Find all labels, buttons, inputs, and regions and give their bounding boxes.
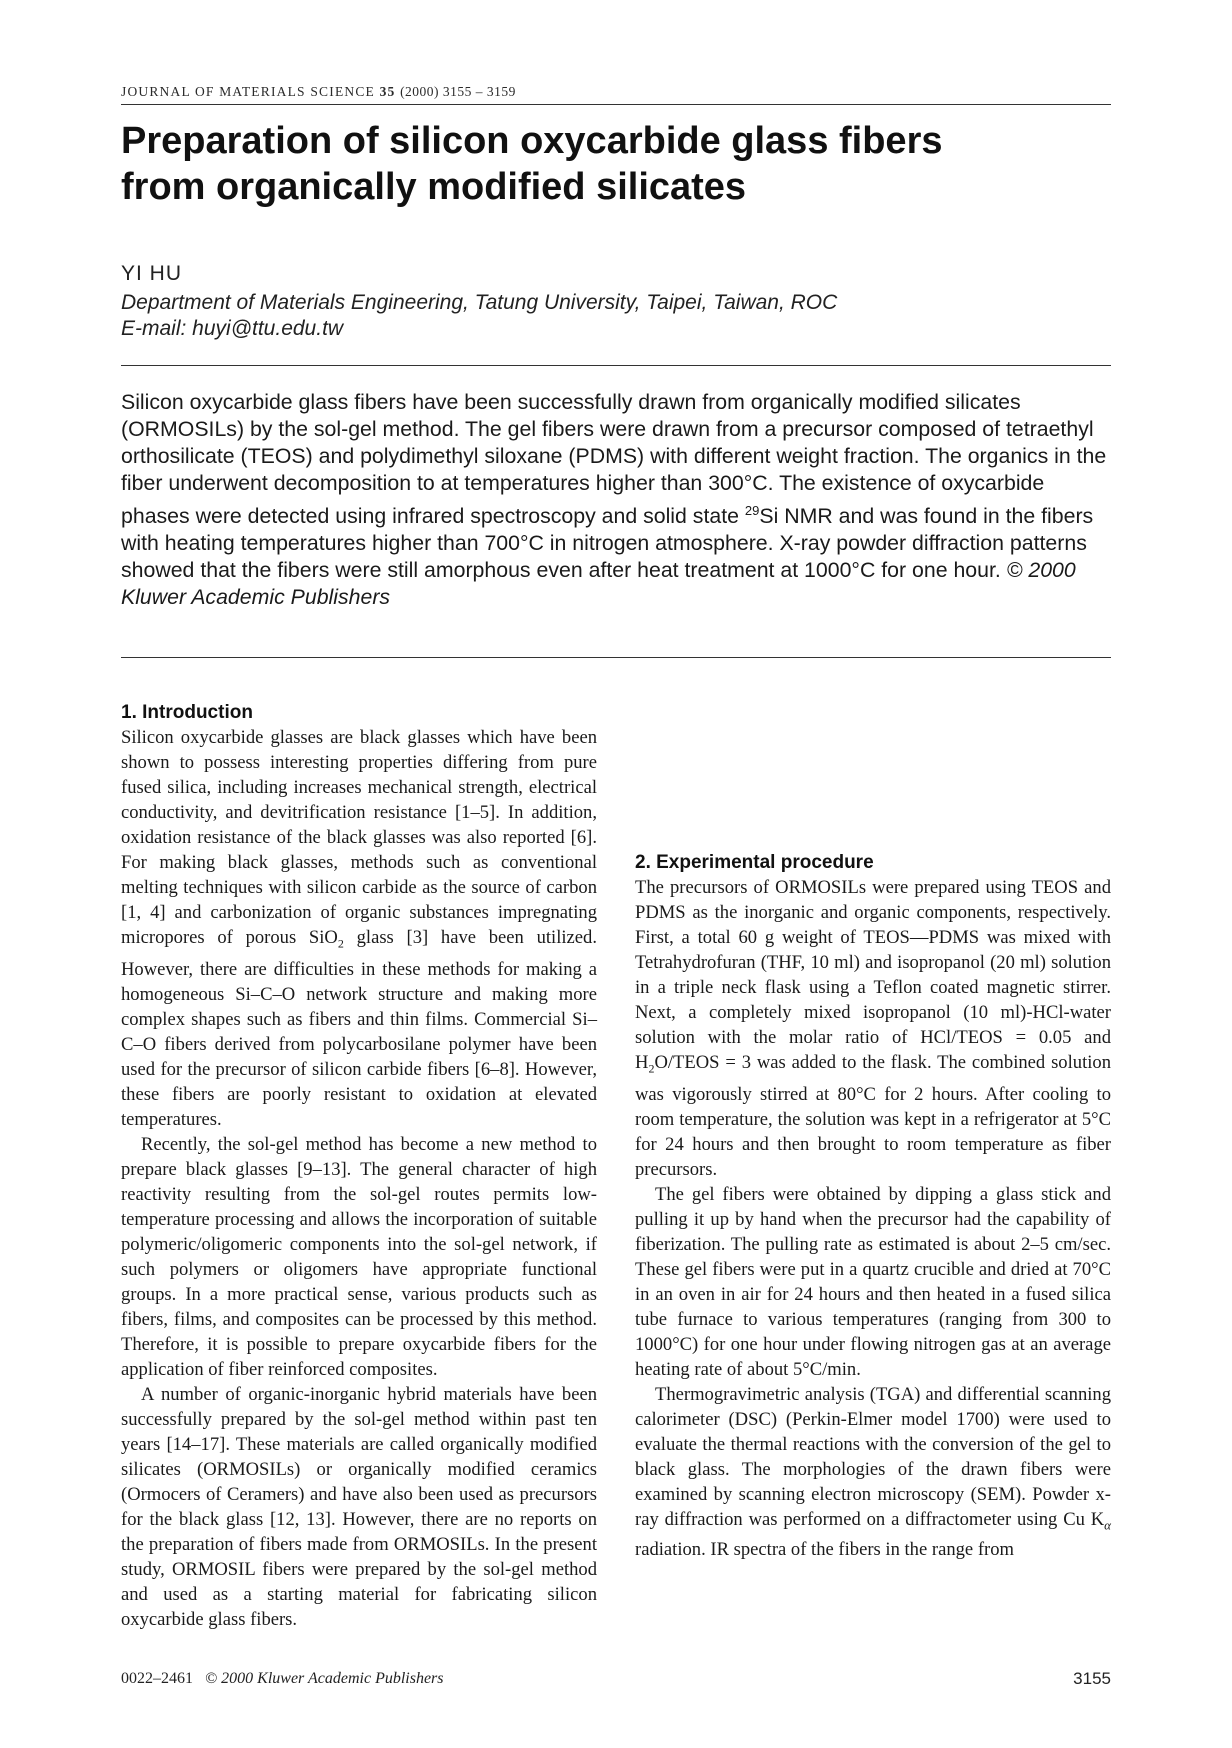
left-column	[121, 700, 597, 1632]
exp-paragraph-3	[635, 1382, 1111, 1563]
abstract-text-1: Silicon oxycarbide glass fibers have been successfully drawn from organically modified silicates (ORMOSILs) by the sol-gel method. The gel fibers were drawn from a precursor composed of tetraethyl orthosilicate (TEOS) and polydimethyl siloxane (PDMS) with different weight fraction. The organics in the fiber underwent decomposition to at temperatures higher than 300°C. The existence of oxycarbide phases were detected using infrared spectroscopy and solid state	[121, 390, 1107, 529]
intro-p1-text-b: glass [3] have been utilized. However, there are difficulties in these methods for making a homogeneous Si–C–O network structure and making more complex shapes such as fibers and thin films. Commercial Si–C–O fibers derived from polycarbosilane polymer have been used for the precursor of silicon carbide fibers [6–8]. However, these fibers are poorly resistant to oxidation at elevated temperatures.	[121, 927, 597, 1130]
intro-p1-subscript: 2	[337, 936, 344, 951]
right-column-exp	[635, 850, 1111, 1562]
exp-p1-subscript: 2	[648, 1061, 655, 1076]
affiliation-text: Department of Materials Engineering, Tatung University, Taipei, Taiwan, ROC	[121, 291, 838, 314]
exp-p3-text-a: Thermogravimetric analysis (TGA) and differential scanning calorimeter (DSC) (Perkin-Elmer model 1700) were used to evaluate the thermal reactions with the conversion of the gel to black glass. The morphologies of the drawn fibers were examined by scanning electron microscopy (SEM). Powder x-ray diffraction was performed on a diffractometer using Cu K	[635, 1383, 1111, 1530]
abstract-bottom-rule	[121, 657, 1111, 658]
intro-paragraph-3: A number of organic-inorganic hybrid materials have been successfully prepared by the sol-gel method within past ten years [14–17]. These materials are called organically modified silicates (ORMOSILs) or organically modified ceramics (Ormocers of Ceramers) and have also been used as precursors for the black glass [12, 13]. However, there are no reports on the preparation of fibers made from ORMOSILs. In the present study, ORMOSIL fibers were prepared by the sol-gel method and used as a starting material for fabricating silicon oxycarbide glass fibers.	[121, 1383, 597, 1630]
paper-title	[121, 118, 1111, 210]
journal-name: JOURNAL OF MATERIALS SCIENCE	[121, 84, 375, 99]
footer-issn	[121, 1670, 444, 1688]
intro-paragraph-2: Recently, the sol-gel method has become a new method to prepare black glasses [9–13]. The general character of high reactivity resulting from the sol-gel routes permits low-temperature processing and allows the incorporation of suitable polymeric/oligomeric components into the sol-gel network, if such polymers or oligomers have appropriate functional groups. In a more practical sense, various products such as fibers, films, and composites can be processed by this method. Therefore, it is possible to prepare oxycarbide fibers for the application of fiber reinforced composites.	[121, 1133, 597, 1380]
exp-p1-text-a: The precursors of ORMOSILs were prepared using TEOS and PDMS as the inorganic and organic components, respectively. First, a total 60 g weight of TEOS—PDMS was mixed with Tetrahydrofuran (THF, 10 ml) and isopropanol (20 ml) solution in a triple neck flask using a Teflon coated magnetic stirrer. Next, a completely mixed isopropanol (10 ml)-HCl-water solution with the molar ratio of HCl/TEOS = 0.05 and H	[635, 877, 1111, 1073]
journal-year-pages: (2000) 3155 – 3159	[400, 84, 516, 99]
abstract-text-2: Si NMR and was found in the fibers with heating temperatures higher than 700°C in nitrogen atmosphere. X-ray powder diffraction patterns showed that the fibers were still amorphous even after heat treatment at 1000°C for one hour.	[121, 504, 1094, 583]
page-number: 3155	[1073, 1669, 1111, 1688]
exp-paragraph-1	[635, 875, 1111, 1182]
exp-p3-subscript: α	[1104, 1517, 1111, 1533]
author-email: E-mail: huyi@ttu.edu.tw	[121, 317, 344, 340]
header-rule	[121, 104, 1111, 105]
experimental-heading: 2. Experimental procedure	[635, 852, 874, 873]
author-name: YI HU	[121, 262, 183, 285]
introduction-heading: 1. Introduction	[121, 702, 253, 723]
title-line-1: Preparation of silicon oxycarbide glass fibers	[121, 120, 943, 162]
exp-paragraph-2: The gel fibers were obtained by dipping a glass stick and pulling it up by hand when the precursor had the capability of fiberization. The pulling rate as estimated is about 2–5 cm/sec. These gel fibers were put in a quartz crucible and dried at 70°C in an oven in air for 24 hours and then heated in a fused silica tube furnace to various temperatures (ranging from 300 to 1000°C) for one hour under flowing nitrogen gas at an average heating rate of about 5°C/min.	[635, 1183, 1111, 1380]
intro-p1-text-a: Silicon oxycarbide glasses are black glasses which have been shown to possess interesting properties differing from pure fused silica, including increases mechanical strength, electrical conductivity, and devitrification resistance [1–5]. In addition, oxidation resistance of the black glasses was also reported [6]. For making black glasses, methods such as conventional melting techniques with silicon carbide as the source of carbon [1, 4] and carbonization of organic substances impregnating micropores of porous SiO	[121, 727, 597, 948]
footer-publisher: © 2000 Kluwer Academic Publishers	[205, 1670, 444, 1687]
running-head	[121, 84, 1111, 100]
author-affiliation	[121, 290, 1111, 342]
abstract-copyright: © 2000 Kluwer Academic Publishers	[121, 558, 1076, 610]
abstract-superscript: 29	[744, 503, 760, 518]
abstract	[121, 389, 1111, 611]
issn-text: 0022–2461	[121, 1670, 193, 1687]
journal-volume: 35	[379, 84, 396, 99]
intro-paragraph-1	[121, 725, 597, 1132]
title-line-2: from organically modified silicates	[121, 166, 747, 208]
exp-p1-text-b: O/TEOS = 3 was added to the flask. The combined solution was vigorously stirred at 80°C for 2 hours. After cooling to room temperature, the solution was kept in a refrigerator at 5°C for 24 hours and then brought to room temperature as fiber precursors.	[635, 1052, 1111, 1180]
exp-p3-text-b: radiation. IR spectra of the fibers in the range from	[635, 1539, 1014, 1561]
abstract-top-rule	[121, 365, 1111, 366]
